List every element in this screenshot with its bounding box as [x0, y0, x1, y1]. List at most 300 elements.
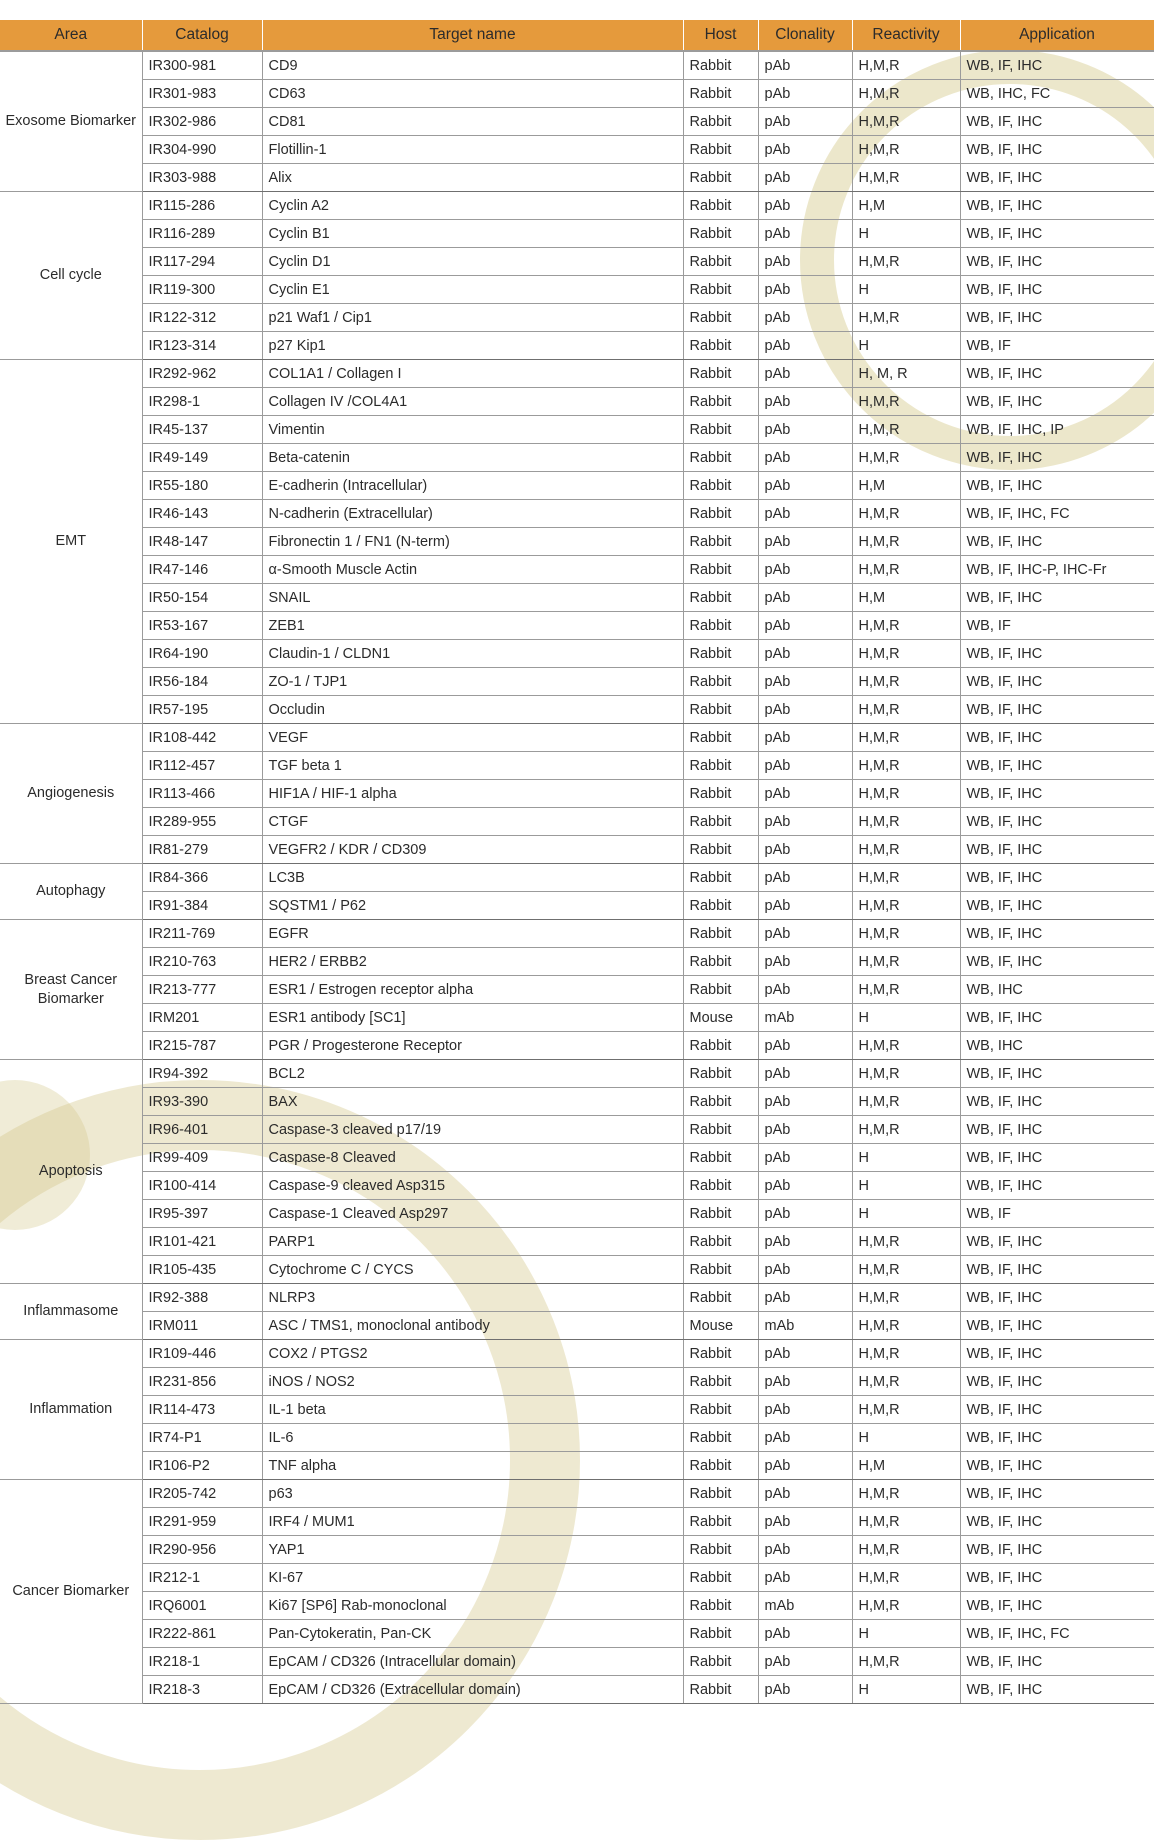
- target-name-cell: PARP1: [262, 1228, 683, 1256]
- application-cell: WB, IF, IHC: [960, 808, 1154, 836]
- application-cell: WB, IF, IHC, IP: [960, 416, 1154, 444]
- application-cell: WB, IF, IHC: [960, 1312, 1154, 1340]
- application-cell: WB, IHC, FC: [960, 80, 1154, 108]
- host-cell: Rabbit: [683, 1200, 758, 1228]
- reactivity-cell: H,M,R: [852, 1368, 960, 1396]
- table-row: [0, 836, 1154, 864]
- catalog-cell: IR123-314: [142, 332, 262, 360]
- reactivity-cell: H,M,R: [852, 388, 960, 416]
- reactivity-cell: H,M,R: [852, 1480, 960, 1508]
- clonality-cell: pAb: [758, 1480, 852, 1508]
- catalog-cell: IR108-442: [142, 724, 262, 752]
- application-cell: WB, IF, IHC: [960, 164, 1154, 192]
- reactivity-cell: H,M,R: [852, 612, 960, 640]
- host-cell: Rabbit: [683, 360, 758, 388]
- catalog-cell: IR100-414: [142, 1172, 262, 1200]
- application-cell: WB, IF, IHC: [960, 1340, 1154, 1368]
- host-cell: Rabbit: [683, 164, 758, 192]
- reactivity-cell: H,M,R: [852, 780, 960, 808]
- reactivity-cell: H,M,R: [852, 304, 960, 332]
- target-name-cell: Vimentin: [262, 416, 683, 444]
- target-name-cell: E-cadherin (Intracellular): [262, 472, 683, 500]
- table-row: [0, 416, 1154, 444]
- host-cell: Rabbit: [683, 1228, 758, 1256]
- reactivity-cell: H,M,R: [852, 1536, 960, 1564]
- host-cell: Rabbit: [683, 668, 758, 696]
- host-cell: Rabbit: [683, 1508, 758, 1536]
- catalog-cell: IR112-457: [142, 752, 262, 780]
- catalog-cell: IR96-401: [142, 1116, 262, 1144]
- host-cell: Rabbit: [683, 920, 758, 948]
- table-row: [0, 1676, 1154, 1704]
- clonality-cell: pAb: [758, 1032, 852, 1060]
- application-cell: WB, IF, IHC: [960, 864, 1154, 892]
- application-cell: WB, IF, IHC: [960, 248, 1154, 276]
- table-row: [0, 220, 1154, 248]
- target-name-cell: CTGF: [262, 808, 683, 836]
- catalog-cell: IR290-956: [142, 1536, 262, 1564]
- host-cell: Rabbit: [683, 136, 758, 164]
- catalog-cell: IR210-763: [142, 948, 262, 976]
- catalog-cell: IR94-392: [142, 1060, 262, 1088]
- application-cell: WB, IF, IHC: [960, 696, 1154, 724]
- catalog-cell: IR302-986: [142, 108, 262, 136]
- reactivity-cell: H,M,R: [852, 1088, 960, 1116]
- host-cell: Rabbit: [683, 612, 758, 640]
- catalog-cell: IR289-955: [142, 808, 262, 836]
- table-row: [0, 584, 1154, 612]
- host-cell: Rabbit: [683, 80, 758, 108]
- target-name-cell: HER2 / ERBB2: [262, 948, 683, 976]
- catalog-cell: IR211-769: [142, 920, 262, 948]
- area-cell: Angiogenesis: [0, 724, 142, 864]
- clonality-cell: pAb: [758, 416, 852, 444]
- column-header-catalog: Catalog: [142, 20, 262, 51]
- catalog-cell: IR45-137: [142, 416, 262, 444]
- application-cell: WB, IF, IHC: [960, 1284, 1154, 1312]
- target-name-cell: Cytochrome C / CYCS: [262, 1256, 683, 1284]
- application-cell: WB, IF, IHC: [960, 1424, 1154, 1452]
- catalog-cell: IR231-856: [142, 1368, 262, 1396]
- host-cell: Rabbit: [683, 472, 758, 500]
- clonality-cell: pAb: [758, 808, 852, 836]
- application-cell: WB, IF, IHC: [960, 892, 1154, 920]
- target-name-cell: Ki67 [SP6] Rab-monoclonal: [262, 1592, 683, 1620]
- clonality-cell: mAb: [758, 1004, 852, 1032]
- clonality-cell: pAb: [758, 1648, 852, 1676]
- host-cell: Rabbit: [683, 780, 758, 808]
- target-name-cell: Caspase-9 cleaved Asp315: [262, 1172, 683, 1200]
- reactivity-cell: H,M,R: [852, 836, 960, 864]
- table-row: [0, 164, 1154, 192]
- reactivity-cell: H,M: [852, 584, 960, 612]
- clonality-cell: pAb: [758, 1088, 852, 1116]
- column-header-reactivity: Reactivity: [852, 20, 960, 51]
- target-name-cell: p27 Kip1: [262, 332, 683, 360]
- reactivity-cell: H,M,R: [852, 51, 960, 80]
- clonality-cell: pAb: [758, 780, 852, 808]
- reactivity-cell: H,M,R: [852, 1256, 960, 1284]
- area-cell: Breast Cancer Biomarker: [0, 920, 142, 1060]
- clonality-cell: pAb: [758, 136, 852, 164]
- host-cell: Rabbit: [683, 248, 758, 276]
- target-name-cell: ZEB1: [262, 612, 683, 640]
- reactivity-cell: H,M,R: [852, 80, 960, 108]
- target-name-cell: SNAIL: [262, 584, 683, 612]
- reactivity-cell: H,M,R: [852, 500, 960, 528]
- target-name-cell: Cyclin B1: [262, 220, 683, 248]
- table-row: [0, 780, 1154, 808]
- clonality-cell: pAb: [758, 220, 852, 248]
- target-name-cell: TNF alpha: [262, 1452, 683, 1480]
- host-cell: Rabbit: [683, 444, 758, 472]
- host-cell: Rabbit: [683, 276, 758, 304]
- application-cell: WB, IF, IHC: [960, 1256, 1154, 1284]
- clonality-cell: pAb: [758, 1116, 852, 1144]
- target-name-cell: Caspase-1 Cleaved Asp297: [262, 1200, 683, 1228]
- target-name-cell: VEGF: [262, 724, 683, 752]
- host-cell: Rabbit: [683, 220, 758, 248]
- target-name-cell: Caspase-8 Cleaved: [262, 1144, 683, 1172]
- reactivity-cell: H: [852, 1004, 960, 1032]
- table-row: [0, 1088, 1154, 1116]
- application-cell: WB, IF, IHC: [960, 668, 1154, 696]
- reactivity-cell: H,M: [852, 192, 960, 220]
- reactivity-cell: H,M,R: [852, 1396, 960, 1424]
- application-cell: WB, IF, IHC: [960, 1452, 1154, 1480]
- catalog-cell: IR113-466: [142, 780, 262, 808]
- catalog-cell: IR99-409: [142, 1144, 262, 1172]
- catalog-cell: IR301-983: [142, 80, 262, 108]
- area-cell: Cell cycle: [0, 192, 142, 360]
- table-row: [0, 1424, 1154, 1452]
- catalog-cell: IR114-473: [142, 1396, 262, 1424]
- catalog-cell: IR84-366: [142, 864, 262, 892]
- table-row: [0, 500, 1154, 528]
- table-row: [0, 752, 1154, 780]
- reactivity-cell: H,M,R: [852, 136, 960, 164]
- target-name-cell: Cyclin A2: [262, 192, 683, 220]
- area-cell: Apoptosis: [0, 1060, 142, 1284]
- catalog-cell: IR92-388: [142, 1284, 262, 1312]
- reactivity-cell: H: [852, 1676, 960, 1704]
- application-cell: WB, IF, IHC: [960, 1368, 1154, 1396]
- table-row: [0, 108, 1154, 136]
- clonality-cell: pAb: [758, 500, 852, 528]
- target-name-cell: VEGFR2 / KDR / CD309: [262, 836, 683, 864]
- application-cell: WB, IF, IHC: [960, 1592, 1154, 1620]
- reactivity-cell: H,M,R: [852, 1032, 960, 1060]
- reactivity-cell: H,M,R: [852, 1312, 960, 1340]
- catalog-cell: IR218-3: [142, 1676, 262, 1704]
- table-row: [0, 444, 1154, 472]
- catalog-cell: IR46-143: [142, 500, 262, 528]
- target-name-cell: EpCAM / CD326 (Intracellular domain): [262, 1648, 683, 1676]
- target-name-cell: Cyclin E1: [262, 276, 683, 304]
- application-cell: WB, IF, IHC: [960, 220, 1154, 248]
- catalog-cell: IR304-990: [142, 136, 262, 164]
- table-row: [0, 388, 1154, 416]
- clonality-cell: pAb: [758, 724, 852, 752]
- reactivity-cell: H,M,R: [852, 108, 960, 136]
- table-row: [0, 1620, 1154, 1648]
- host-cell: Rabbit: [683, 584, 758, 612]
- clonality-cell: pAb: [758, 1536, 852, 1564]
- clonality-cell: pAb: [758, 1228, 852, 1256]
- table-row: [0, 808, 1154, 836]
- reactivity-cell: H,M,R: [852, 1284, 960, 1312]
- host-cell: Rabbit: [683, 1480, 758, 1508]
- application-cell: WB, IF, IHC-P, IHC-Fr: [960, 556, 1154, 584]
- catalog-cell: IR91-384: [142, 892, 262, 920]
- application-cell: WB, IF, IHC, FC: [960, 1620, 1154, 1648]
- reactivity-cell: H,M,R: [852, 892, 960, 920]
- host-cell: Rabbit: [683, 976, 758, 1004]
- target-name-cell: iNOS / NOS2: [262, 1368, 683, 1396]
- host-cell: Rabbit: [683, 1564, 758, 1592]
- catalog-cell: IR95-397: [142, 1200, 262, 1228]
- host-cell: Rabbit: [683, 1648, 758, 1676]
- application-cell: WB, IF, IHC: [960, 1144, 1154, 1172]
- application-cell: WB, IF, IHC: [960, 444, 1154, 472]
- host-cell: Rabbit: [683, 416, 758, 444]
- reactivity-cell: H: [852, 1172, 960, 1200]
- host-cell: Rabbit: [683, 1060, 758, 1088]
- target-name-cell: Caspase-3 cleaved p17/19: [262, 1116, 683, 1144]
- table-row: [0, 1060, 1154, 1088]
- target-name-cell: Cyclin D1: [262, 248, 683, 276]
- table-row: [0, 1256, 1154, 1284]
- clonality-cell: pAb: [758, 640, 852, 668]
- clonality-cell: pAb: [758, 976, 852, 1004]
- clonality-cell: pAb: [758, 556, 852, 584]
- table-row: [0, 1368, 1154, 1396]
- antibody-catalog-table: [0, 20, 1154, 1704]
- target-name-cell: EGFR: [262, 920, 683, 948]
- table-row: [0, 51, 1154, 80]
- host-cell: Rabbit: [683, 1676, 758, 1704]
- reactivity-cell: H,M: [852, 472, 960, 500]
- catalog-cell: IR205-742: [142, 1480, 262, 1508]
- target-name-cell: CD63: [262, 80, 683, 108]
- reactivity-cell: H,M,R: [852, 1508, 960, 1536]
- target-name-cell: NLRP3: [262, 1284, 683, 1312]
- table-row: [0, 1116, 1154, 1144]
- host-cell: Rabbit: [683, 640, 758, 668]
- host-cell: Rabbit: [683, 1592, 758, 1620]
- column-header-host: Host: [683, 20, 758, 51]
- host-cell: Rabbit: [683, 1396, 758, 1424]
- table-row: [0, 528, 1154, 556]
- host-cell: Rabbit: [683, 332, 758, 360]
- clonality-cell: pAb: [758, 612, 852, 640]
- clonality-cell: pAb: [758, 164, 852, 192]
- clonality-cell: pAb: [758, 528, 852, 556]
- target-name-cell: Fibronectin 1 / FN1 (N-term): [262, 528, 683, 556]
- host-cell: Rabbit: [683, 556, 758, 584]
- host-cell: Rabbit: [683, 192, 758, 220]
- clonality-cell: pAb: [758, 920, 852, 948]
- application-cell: WB, IF, IHC: [960, 1396, 1154, 1424]
- catalog-cell: IR212-1: [142, 1564, 262, 1592]
- table-row: [0, 80, 1154, 108]
- catalog-cell: IR74-P1: [142, 1424, 262, 1452]
- clonality-cell: pAb: [758, 1200, 852, 1228]
- table-row: [0, 640, 1154, 668]
- application-cell: WB, IF, IHC: [960, 192, 1154, 220]
- reactivity-cell: H: [852, 1144, 960, 1172]
- catalog-cell: IR303-988: [142, 164, 262, 192]
- catalog-cell: IR292-962: [142, 360, 262, 388]
- table-row: [0, 248, 1154, 276]
- clonality-cell: pAb: [758, 1452, 852, 1480]
- target-name-cell: ESR1 / Estrogen receptor alpha: [262, 976, 683, 1004]
- target-name-cell: IL-1 beta: [262, 1396, 683, 1424]
- application-cell: WB, IF, IHC: [960, 1004, 1154, 1032]
- table-row: [0, 612, 1154, 640]
- application-cell: WB, IF, IHC: [960, 304, 1154, 332]
- reactivity-cell: H, M, R: [852, 360, 960, 388]
- application-cell: WB, IF, IHC: [960, 360, 1154, 388]
- host-cell: Rabbit: [683, 1368, 758, 1396]
- clonality-cell: pAb: [758, 1060, 852, 1088]
- catalog-cell: IR47-146: [142, 556, 262, 584]
- table-row: [0, 556, 1154, 584]
- area-cell: Exosome Biomarker: [0, 51, 142, 192]
- host-cell: Rabbit: [683, 948, 758, 976]
- target-name-cell: ASC / TMS1, monoclonal antibody: [262, 1312, 683, 1340]
- table-row: [0, 948, 1154, 976]
- clonality-cell: pAb: [758, 1284, 852, 1312]
- catalog-cell: IR55-180: [142, 472, 262, 500]
- target-name-cell: Beta-catenin: [262, 444, 683, 472]
- table-row: [0, 1452, 1154, 1480]
- host-cell: Rabbit: [683, 864, 758, 892]
- target-name-cell: TGF beta 1: [262, 752, 683, 780]
- application-cell: WB, IF, IHC: [960, 1508, 1154, 1536]
- reactivity-cell: H,M,R: [852, 752, 960, 780]
- host-cell: Rabbit: [683, 304, 758, 332]
- table-row: [0, 1480, 1154, 1508]
- table-row: [0, 1508, 1154, 1536]
- catalog-cell: IR122-312: [142, 304, 262, 332]
- reactivity-cell: H,M,R: [852, 724, 960, 752]
- application-cell: WB, IF: [960, 332, 1154, 360]
- target-name-cell: BCL2: [262, 1060, 683, 1088]
- column-header-target-name: Target name: [262, 20, 683, 51]
- catalog-cell: IR213-777: [142, 976, 262, 1004]
- clonality-cell: mAb: [758, 1592, 852, 1620]
- clonality-cell: pAb: [758, 1508, 852, 1536]
- clonality-cell: pAb: [758, 752, 852, 780]
- catalog-cell: IR81-279: [142, 836, 262, 864]
- application-cell: WB, IF: [960, 612, 1154, 640]
- clonality-cell: pAb: [758, 388, 852, 416]
- host-cell: Rabbit: [683, 1256, 758, 1284]
- target-name-cell: Flotillin-1: [262, 136, 683, 164]
- clonality-cell: pAb: [758, 80, 852, 108]
- clonality-cell: pAb: [758, 948, 852, 976]
- area-cell: Inflammation: [0, 1340, 142, 1480]
- application-cell: WB, IF, IHC: [960, 1172, 1154, 1200]
- clonality-cell: pAb: [758, 864, 852, 892]
- table-row: [0, 668, 1154, 696]
- clonality-cell: pAb: [758, 1564, 852, 1592]
- table-row: [0, 696, 1154, 724]
- clonality-cell: pAb: [758, 192, 852, 220]
- clonality-cell: pAb: [758, 696, 852, 724]
- clonality-cell: pAb: [758, 1256, 852, 1284]
- application-cell: WB, IF, IHC: [960, 51, 1154, 80]
- clonality-cell: pAb: [758, 668, 852, 696]
- table-header: [0, 20, 1154, 51]
- clonality-cell: pAb: [758, 51, 852, 80]
- catalog-cell: IR298-1: [142, 388, 262, 416]
- host-cell: Rabbit: [683, 808, 758, 836]
- table-row: [0, 276, 1154, 304]
- host-cell: Mouse: [683, 1004, 758, 1032]
- application-cell: WB, IHC: [960, 1032, 1154, 1060]
- host-cell: Rabbit: [683, 1536, 758, 1564]
- host-cell: Rabbit: [683, 388, 758, 416]
- table-row: [0, 1564, 1154, 1592]
- reactivity-cell: H,M,R: [852, 1060, 960, 1088]
- reactivity-cell: H,M: [852, 1452, 960, 1480]
- reactivity-cell: H,M,R: [852, 556, 960, 584]
- application-cell: WB, IF, IHC: [960, 1648, 1154, 1676]
- clonality-cell: pAb: [758, 248, 852, 276]
- reactivity-cell: H,M,R: [852, 164, 960, 192]
- target-name-cell: N-cadherin (Extracellular): [262, 500, 683, 528]
- column-header-clonality: Clonality: [758, 20, 852, 51]
- application-cell: WB, IF, IHC: [960, 108, 1154, 136]
- application-cell: WB, IF, IHC: [960, 1116, 1154, 1144]
- application-cell: WB, IF, IHC: [960, 1088, 1154, 1116]
- reactivity-cell: H,M,R: [852, 1116, 960, 1144]
- clonality-cell: pAb: [758, 1172, 852, 1200]
- clonality-cell: pAb: [758, 892, 852, 920]
- application-cell: WB, IF, IHC: [960, 472, 1154, 500]
- target-name-cell: CD9: [262, 51, 683, 80]
- application-cell: WB, IF, IHC: [960, 1536, 1154, 1564]
- clonality-cell: pAb: [758, 1396, 852, 1424]
- application-cell: WB, IF, IHC: [960, 276, 1154, 304]
- application-cell: WB, IF, IHC: [960, 920, 1154, 948]
- application-cell: WB, IF, IHC: [960, 1228, 1154, 1256]
- reactivity-cell: H: [852, 1200, 960, 1228]
- clonality-cell: pAb: [758, 836, 852, 864]
- table-row: [0, 192, 1154, 220]
- reactivity-cell: H,M,R: [852, 640, 960, 668]
- table-row: [0, 892, 1154, 920]
- reactivity-cell: H,M,R: [852, 416, 960, 444]
- table-row: [0, 1004, 1154, 1032]
- clonality-cell: pAb: [758, 1340, 852, 1368]
- reactivity-cell: H,M,R: [852, 948, 960, 976]
- table-row: [0, 136, 1154, 164]
- reactivity-cell: H: [852, 220, 960, 248]
- catalog-cell: IR106-P2: [142, 1452, 262, 1480]
- table-row: [0, 1284, 1154, 1312]
- host-cell: Rabbit: [683, 696, 758, 724]
- target-name-cell: Pan-Cytokeratin, Pan-CK: [262, 1620, 683, 1648]
- catalog-cell: IR53-167: [142, 612, 262, 640]
- table-row: [0, 920, 1154, 948]
- reactivity-cell: H,M,R: [852, 248, 960, 276]
- clonality-cell: pAb: [758, 1144, 852, 1172]
- host-cell: Rabbit: [683, 836, 758, 864]
- host-cell: Rabbit: [683, 1116, 758, 1144]
